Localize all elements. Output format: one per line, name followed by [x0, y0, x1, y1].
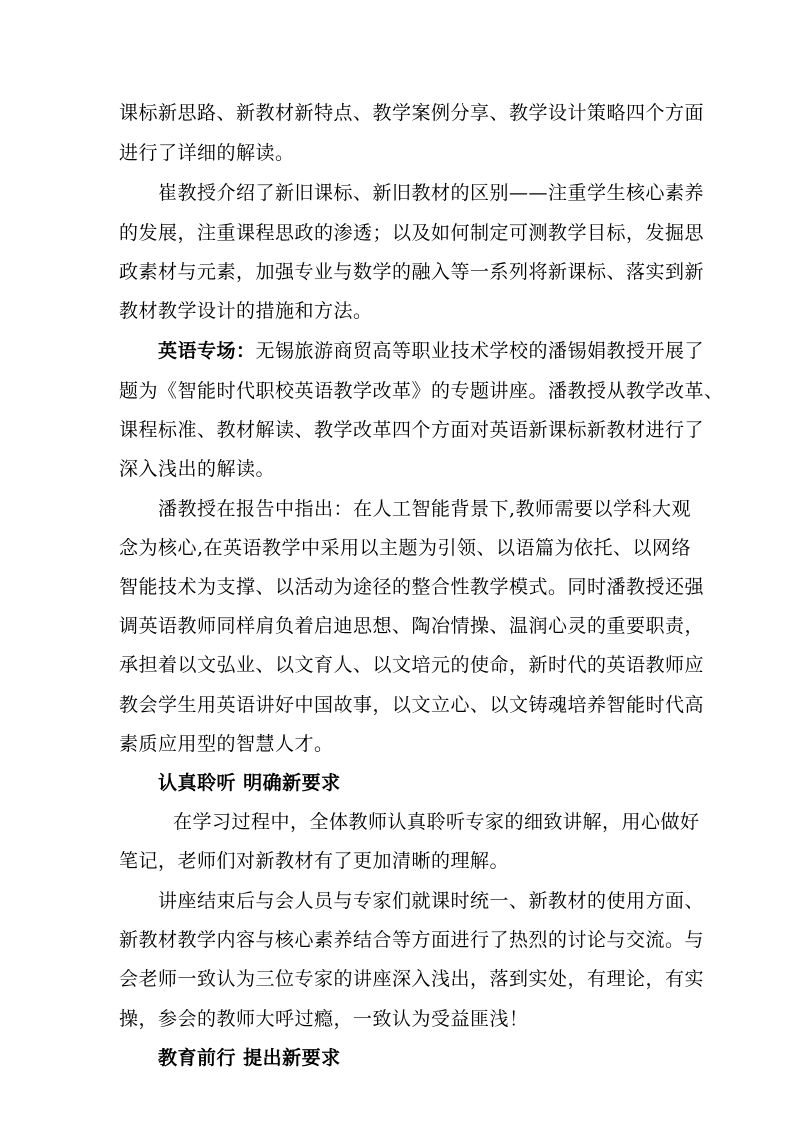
paragraph-1-line-2: 进行了详细的解读。 — [119, 142, 295, 164]
paragraph-3-line-4: 深入浅出的解读。 — [119, 458, 276, 480]
paragraph-4-line-3: 智能技术为支撑、以活动为途径的整合性教学模式。同时潘教授还强 — [119, 576, 705, 598]
paragraph-3-line-1-text: 无锡旅游商贸高等职业技术学校的潘锡娟教授开展了 — [255, 340, 705, 362]
section-heading-2: 教育前行 提出新要求 — [158, 1047, 341, 1069]
paragraph-3-line-2: 题为《智能时代职校英语教学改革》的专题讲座。潘教授从教学改革、 — [119, 380, 724, 402]
english-session-lead: 英语专场： — [158, 340, 256, 362]
paragraph-4-line-1: 潘教授在报告中指出：在人工智能背景下,教师需要以学科大观 — [158, 498, 692, 520]
paragraph-2-line-1: 崔教授介绍了新旧课标、新旧教材的区别——注重学生核心素养 — [158, 182, 705, 204]
paragraph-6-line-4: 操，参会的教师大呼过瘾，一致认为受益匪浅！ — [119, 1008, 529, 1030]
paragraph-6-line-2: 新教材教学内容与核心素养结合等方面进行了热烈的讨论与交流。与 — [119, 929, 705, 951]
paragraph-4-line-6: 教会学生用英语讲好中国故事，以文立心、以文铸魂培养智能时代高 — [119, 694, 705, 716]
paragraph-4-line-5: 承担着以文弘业、以文育人、以文培元的使命，新时代的英语教师应 — [119, 654, 705, 676]
paragraph-2-line-2: 的发展，注重课程思政的渗透；以及如何制定可测教学目标，发掘思 — [119, 222, 705, 244]
section-heading-1: 认真聆听 明确新要求 — [158, 772, 341, 794]
paragraph-5-line-2: 笔记，老师们对新教材有了更加清晰的理解。 — [119, 850, 510, 872]
paragraph-6-line-1: 讲座结束后与会人员与专家们就课时统一、新教材的使用方面、 — [158, 890, 705, 912]
paragraph-3-line-1 — [158, 339, 705, 363]
paragraph-3-line-3: 课程标准、教材解读、教学改革四个方面对英语新课标新教材进行了 — [119, 419, 705, 441]
paragraph-6-line-3: 会老师一致认为三位专家的讲座深入浅出，落到实处，有理论，有实 — [119, 968, 705, 990]
paragraph-4-line-4: 调英语教师同样肩负着启迪思想、陶冶情操、温润心灵的重要职责， — [119, 615, 705, 637]
paragraph-5-line-1: 在学习过程中，全体教师认真聆听专家的细致讲解，用心做好 — [173, 811, 700, 833]
paragraph-1-line-1: 课标新思路、新教材新特点、教学案例分享、教学设计策略四个方面 — [119, 102, 705, 124]
paragraph-2-line-3: 政素材与元素，加强专业与数学的融入等一系列将新课标、落实到新 — [119, 261, 705, 283]
paragraph-4-line-2: 念为核心,在英语教学中采用以主题为引领、以语篇为依托、以网络 — [119, 537, 692, 559]
paragraph-4-line-7: 素质应用型的智慧人才。 — [119, 733, 334, 755]
paragraph-2-line-4: 教材教学设计的措施和方法。 — [119, 300, 373, 322]
